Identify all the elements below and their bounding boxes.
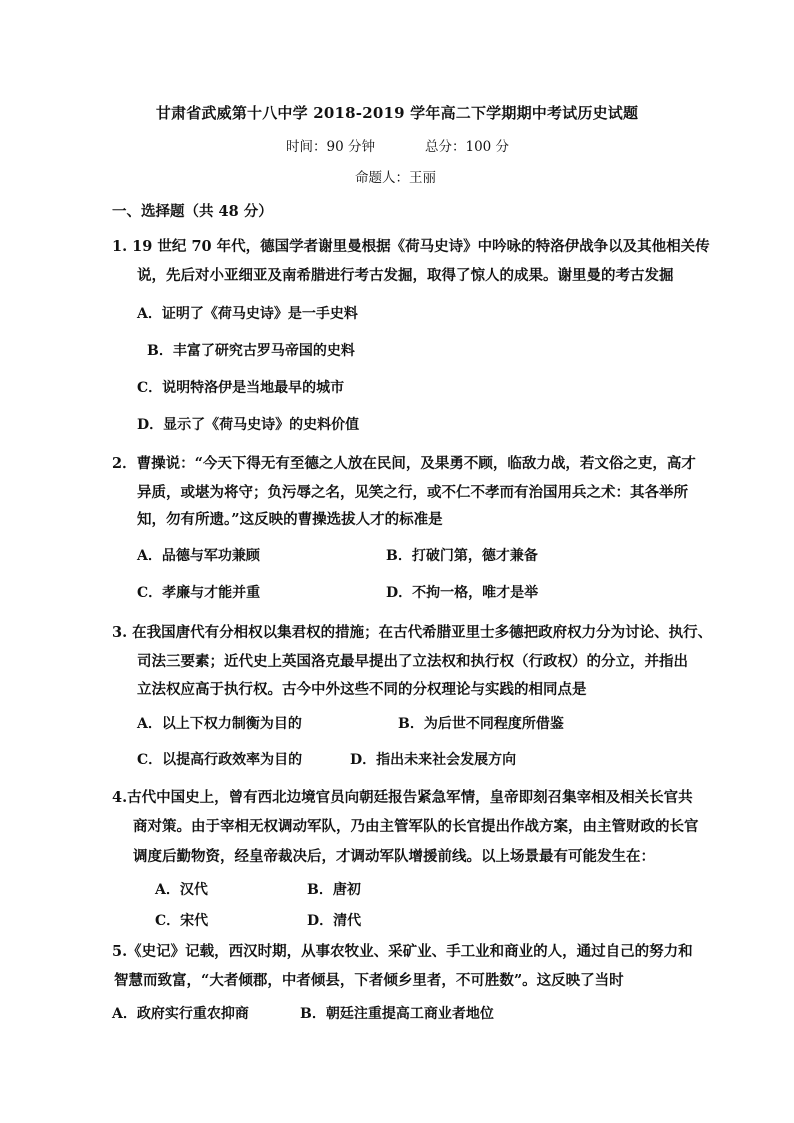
question-1-option-d: D．显示了《荷马史诗》的史料价值 [137, 417, 360, 433]
question-4-option-a: A．汉代 [155, 882, 208, 898]
question-3-option-b: B．为后世不同程度所借鉴 [398, 716, 564, 732]
question-3-option-d: D．指出未来社会发展方向 [350, 752, 517, 768]
question-1-line-2: 说，先后对小亚细亚及南希腊进行考古发掘，取得了惊人的成果。谢里曼的考古发掘 [137, 267, 674, 284]
question-1-line-1: 1. 19 世纪 70 年代，德国学者谢里曼根据《荷马史诗》中吟咏的特洛伊战争以及其他相关传 [112, 238, 710, 255]
question-2-line-1: 2．曹操说：“今天下得无有至德之人放在民间，及果勇不顾，临敌力战，若文俗之吏，高才 [112, 455, 696, 472]
time-label: 时间：90 分钟 [286, 139, 375, 155]
question-2-option-b: B．打破门第，德才兼备 [386, 548, 538, 564]
question-4-line-2: 商对策。由于宰相无权调动军队，乃由主管军队的长官提出作战方案，由主管财政的长官 [133, 818, 699, 835]
question-3-line-2: 司法三要素；近代史上英国洛克最早提出了立法权和执行权（行政权）的分立，并指出 [137, 653, 688, 670]
question-5-option-b: B．朝廷注重提高工商业者地位 [300, 1006, 494, 1022]
question-3-line-3: 立法权应高于执行权。古今中外这些不同的分权理论与实践的相同点是 [137, 681, 587, 698]
question-4-line-1: 4.古代中国史上，曾有西北边境官员向朝廷报告紧急军情，皇帝即刻召集宰相及相关长官共 [112, 789, 693, 806]
question-1-option-a: A．证明了《荷马史诗》是一手史料 [137, 306, 358, 322]
question-2-option-c: C．孝廉与才能并重 [137, 585, 261, 601]
question-4-option-c: C．宋代 [155, 913, 209, 929]
question-3-line-1: 3. 在我国唐代有分相权以集君权的措施；在古代希腊亚里士多德把政府权力分为讨论、执行、 [112, 624, 713, 641]
score-label: 总分：100 分 [425, 139, 510, 155]
question-3-option-c: C．以提高行政效率为目的 [137, 752, 303, 768]
question-5-option-a: A．政府实行重农抑商 [112, 1006, 249, 1022]
author-label: 命题人：王丽 [355, 170, 436, 186]
question-2-option-d: D．不拘一格，唯才是举 [386, 585, 539, 601]
question-4-line-3: 调度后勤物资，经皇帝裁决后，才调动军队增援前线。以上场景最有可能发生在： [133, 848, 655, 865]
question-5-line-1: 5.《史记》记载，西汉时期，从事农牧业、采矿业、手工业和商业的人，通过自己的努力和 [112, 943, 693, 960]
question-2-line-2: 异质，或堪为将守；负污辱之名，见笑之行，或不仁不孝而有治国用兵之术：其各举所 [137, 484, 688, 501]
question-4-option-d: D．清代 [307, 913, 362, 929]
question-1-option-c: C．说明特洛伊是当地最早的城市 [137, 380, 345, 396]
question-2-line-3: 知，勿有所遗。”这反映的曹操选拔人才的标准是 [137, 511, 443, 528]
question-4-option-b: B．唐初 [307, 882, 361, 898]
question-3-option-a: A．以上下权力制衡为目的 [137, 716, 302, 732]
section-heading: 一、选择题（共 48 分） [112, 203, 273, 220]
question-2-option-a: A．品德与军功兼顾 [137, 548, 260, 564]
exam-title: 甘肃省武威第十八中学 2018-2019 学年高二下学期期中考试历史试题 [155, 104, 639, 122]
question-1-option-b: B．丰富了研究古罗马帝国的史料 [147, 343, 355, 359]
question-5-line-2: 智慧而致富，“大者倾郡，中者倾县，下者倾乡里者，不可胜数”。这反映了当时 [114, 972, 624, 989]
